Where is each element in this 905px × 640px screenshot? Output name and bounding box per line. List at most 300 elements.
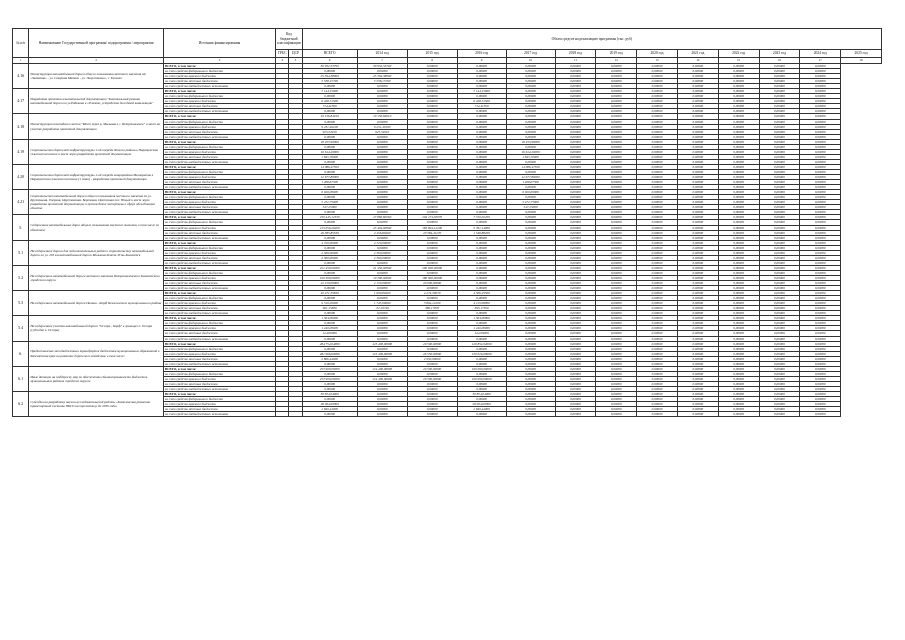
amount-cell: 0,00000 <box>357 154 407 159</box>
amount-cell: 0,00000 <box>555 114 596 119</box>
amount-cell: 0,00000 <box>759 356 800 361</box>
amount-cell: 0,00000 <box>718 326 759 331</box>
funding-source: за счет средств внебюджетных источников <box>163 311 275 316</box>
amount-cell: 0,00000 <box>800 235 841 240</box>
funding-source: за счет средств федерального бюджета <box>163 270 275 275</box>
amount-cell: 0,00000 <box>407 149 457 154</box>
amount-cell: 0,00000 <box>759 129 800 134</box>
header-column-index: 14 <box>677 58 718 64</box>
amount-cell: 0,00000 <box>506 185 555 190</box>
table-body <box>13 64 882 417</box>
amount-cell: 0,00000 <box>357 144 407 149</box>
amount-cell: 0,00000 <box>457 275 506 280</box>
amount-cell: 129 854,04000 <box>457 341 506 346</box>
amount-cell: 0,00000 <box>718 129 759 134</box>
amount-cell: 0,00000 <box>555 84 596 89</box>
item-number: 4.20 <box>13 164 29 189</box>
amount-cell: 0,00000 <box>555 270 596 275</box>
amount-cell: 4 456,80260 <box>357 230 407 235</box>
amount-cell: 0,00000 <box>407 397 457 402</box>
amount-cell: 5 472,75000 <box>302 200 357 205</box>
amount-cell: 0,00000 <box>800 99 841 104</box>
amount-cell: 0,00000 <box>596 164 637 169</box>
amount-cell: 0,00000 <box>357 84 407 89</box>
amount-cell: 0,00000 <box>759 180 800 185</box>
amount-cell: 25 394,38000 <box>357 74 407 79</box>
amount-cell: 0,00000 <box>596 210 637 215</box>
amount-cell: 0,00000 <box>637 381 678 386</box>
amount-cell: 4 720,00000 <box>357 240 407 245</box>
funding-source: за счет средств местных бюджетов <box>163 255 275 260</box>
funding-source: за счет средств краевого бюджета <box>163 225 275 230</box>
amount-cell: 0,00000 <box>357 220 407 225</box>
amount-cell: 0,00000 <box>596 407 637 412</box>
amount-cell: 0,00000 <box>800 321 841 326</box>
item-name: На содержание автомобильной дороги Палана - Корф Пенжинского муниципального района <box>29 291 164 316</box>
amount-cell: 0,00000 <box>800 250 841 255</box>
amount-cell: 0,00000 <box>407 316 457 321</box>
amount-cell: 0,00000 <box>677 265 718 270</box>
amount-cell: 0,00000 <box>555 336 596 341</box>
amount-cell: 0,00000 <box>506 240 555 245</box>
amount-cell: 0,00000 <box>677 321 718 326</box>
amount-cell: 0,00000 <box>506 306 555 311</box>
amount-cell: 0,00000 <box>637 286 678 291</box>
amount-cell: 0,00000 <box>677 281 718 286</box>
amount-cell: 0,00000 <box>759 195 800 200</box>
amount-cell: 0,00000 <box>555 245 596 250</box>
header-year: 2023 год <box>759 50 800 58</box>
amount-cell: 0,00000 <box>302 270 357 275</box>
amount-cell: 0,00000 <box>457 381 506 386</box>
amount-cell: 0,00000 <box>357 134 407 139</box>
amount-cell: 0,00000 <box>555 129 596 134</box>
amount-cell: 0,00000 <box>718 119 759 124</box>
amount-cell: 0,00000 <box>637 351 678 356</box>
amount-cell: 0,00000 <box>677 311 718 316</box>
amount-cell: 0,00000 <box>677 275 718 280</box>
amount-cell: -52,19740 <box>357 306 407 311</box>
amount-cell: 0,00000 <box>457 195 506 200</box>
amount-cell: 0,00000 <box>506 230 555 235</box>
amount-cell: 0,00000 <box>596 361 637 366</box>
amount-cell: 0,00000 <box>677 341 718 346</box>
funding-source: за счет средств краевого бюджета <box>163 74 275 79</box>
amount-cell: 0,00000 <box>407 381 457 386</box>
amount-cell: 0,00000 <box>677 180 718 185</box>
amount-cell: 0,00000 <box>800 326 841 331</box>
amount-cell: 0,00000 <box>555 381 596 386</box>
amount-cell: 0,00000 <box>718 351 759 356</box>
amount-cell: 0,00000 <box>596 99 637 104</box>
amount-cell: 0,00000 <box>457 260 506 265</box>
amount-cell: 0,00000 <box>506 84 555 89</box>
funding-source: за счет средств федерального бюджета <box>163 94 275 99</box>
amount-cell: 0,00000 <box>555 311 596 316</box>
amount-cell: 0,00000 <box>759 265 800 270</box>
header-column-index: 7 <box>357 58 407 64</box>
funding-source: за счет средств местных бюджетов <box>163 407 275 412</box>
amount-cell: 0,00000 <box>759 109 800 114</box>
amount-cell: 961,15830 <box>302 306 357 311</box>
amount-cell: 0,00000 <box>677 164 718 169</box>
header-number: № п/п <box>13 29 29 58</box>
amount-cell: 0,00000 <box>718 407 759 412</box>
amount-cell: 0,00000 <box>555 220 596 225</box>
amount-cell: 6 020,00000 <box>302 190 357 195</box>
amount-cell: 0,00000 <box>677 387 718 392</box>
item-name: Субсидии на разработку научно-исследовательской работы «Комплексная развития транспортной системы ПКГО на перспективу до 2030 года» <box>29 392 164 417</box>
amount-cell: 0,00000 <box>718 331 759 336</box>
header-grbs: ГРБС <box>276 50 289 58</box>
amount-cell: 0,00000 <box>407 164 457 169</box>
amount-cell: 0,00000 <box>555 376 596 381</box>
amount-cell: 0,00000 <box>457 175 506 180</box>
funding-source: за счет средств краевого бюджета <box>163 124 275 129</box>
item-name: Содержание автомобильных дорог общего пользования местного значения, в том числе по объектам: <box>29 215 164 240</box>
amount-cell: 0,00000 <box>677 149 718 154</box>
item-number: 5.2 <box>13 265 29 290</box>
amount-cell: 0,00000 <box>800 205 841 210</box>
amount-cell: 0,00000 <box>596 366 637 371</box>
funding-source: за счет средств внебюджетных источников <box>163 159 275 164</box>
amount-cell: 0,00000 <box>759 119 800 124</box>
amount-cell: 10 471,35830 <box>302 291 357 296</box>
amount-cell: 0,00000 <box>718 69 759 74</box>
item-number: 4.21 <box>13 190 29 215</box>
amount-cell: 0,00000 <box>357 361 407 366</box>
funding-source: за счет средств краевого бюджета <box>163 175 275 180</box>
funding-source: за счет средств внебюджетных источников <box>163 412 275 417</box>
amount-cell: 0,00000 <box>555 402 596 407</box>
amount-cell: 0,00000 <box>718 109 759 114</box>
amount-cell: 0,00000 <box>637 89 678 94</box>
amount-cell: 0,00000 <box>555 230 596 235</box>
amount-cell: 23 404,00000 <box>357 225 407 230</box>
amount-cell: 0,00000 <box>637 275 678 280</box>
item-number: 4.17 <box>13 89 29 114</box>
amount-cell: 0,00000 <box>677 331 718 336</box>
amount-cell: 0,00000 <box>718 316 759 321</box>
amount-cell: 1 408,67500 <box>506 180 555 185</box>
item-name: На содержание дороги для подготовительных работ к строительству автомобильной дороги по ул. 295 км автомобильной дороги Мильково-Ключи-Усть-Камчатск <box>29 240 164 265</box>
amount-cell: 0,00000 <box>457 371 506 376</box>
amount-cell: 5 538,15790 <box>302 79 357 84</box>
amount-cell: 0,00000 <box>407 286 457 291</box>
amount-cell: 0,00000 <box>637 270 678 275</box>
amount-cell: 714,41500 <box>302 104 357 109</box>
amount-cell: 0,00000 <box>357 387 407 392</box>
amount-cell: 0,00000 <box>555 306 596 311</box>
amount-cell: 0,00000 <box>637 250 678 255</box>
amount-cell: 0,00000 <box>718 376 759 381</box>
amount-cell: 0,00000 <box>407 311 457 316</box>
item-number: 5. <box>13 215 29 240</box>
funding-source: за счет средств краевого бюджета <box>163 376 275 381</box>
amount-cell: 0,00000 <box>555 89 596 94</box>
amount-cell: 0,00000 <box>555 94 596 99</box>
amount-cell: 0,00000 <box>800 275 841 280</box>
amount-cell: 0,00000 <box>407 402 457 407</box>
amount-cell: 0,00000 <box>506 371 555 376</box>
amount-cell: 0,00000 <box>596 402 637 407</box>
amount-cell: 0,00000 <box>506 94 555 99</box>
amount-cell: 0,00000 <box>357 397 407 402</box>
amount-cell: 0,00000 <box>637 225 678 230</box>
amount-cell: 0,00000 <box>677 159 718 164</box>
amount-cell: 0,00000 <box>637 402 678 407</box>
amount-cell: 0,00000 <box>677 245 718 250</box>
amount-cell: 0,00000 <box>637 79 678 84</box>
amount-cell: 0,00000 <box>555 412 596 417</box>
funding-source: за счет средств внебюджетных источников <box>163 210 275 215</box>
amount-cell: 0,00000 <box>759 351 800 356</box>
amount-cell: 9 510,20000 <box>302 301 357 306</box>
amount-cell: 0,00000 <box>457 124 506 129</box>
amount-cell: 0,00000 <box>457 185 506 190</box>
amount-cell: 0,00000 <box>506 255 555 260</box>
amount-cell: 0,00000 <box>800 89 841 94</box>
amount-cell: 0,00000 <box>759 154 800 159</box>
amount-cell: 0,00000 <box>506 210 555 215</box>
amount-cell: 0,00000 <box>302 245 357 250</box>
amount-cell: 0,00000 <box>555 124 596 129</box>
amount-cell: 0,00000 <box>596 79 637 84</box>
amount-cell: 0,00000 <box>596 74 637 79</box>
amount-cell: 0,00000 <box>637 109 678 114</box>
header-year: 2022 год <box>718 50 759 58</box>
amount-cell: 0,00000 <box>457 164 506 169</box>
amount-cell: 0,00000 <box>759 169 800 174</box>
funding-source: за счет средств внебюджетных источников <box>163 235 275 240</box>
amount-cell: 0,00000 <box>596 301 637 306</box>
amount-cell: 0,00000 <box>357 185 407 190</box>
amount-cell: 0,00000 <box>555 296 596 301</box>
amount-cell: 0,00000 <box>800 119 841 124</box>
funding-source: ВСЕГО, в том числе: <box>163 89 275 94</box>
amount-cell: 29 500,00000 <box>407 376 457 381</box>
amount-cell: 0,00000 <box>407 235 457 240</box>
amount-cell: 4 506,25500 <box>457 291 506 296</box>
amount-cell: 0,00000 <box>677 195 718 200</box>
amount-cell: 0,00000 <box>596 200 637 205</box>
amount-cell: 0,00000 <box>800 225 841 230</box>
amount-cell: 0,00000 <box>357 371 407 376</box>
amount-cell: 0,00000 <box>759 64 800 69</box>
amount-cell: 0,00000 <box>596 139 637 144</box>
amount-cell: 0,00000 <box>457 255 506 260</box>
amount-cell: 0,00000 <box>596 311 637 316</box>
amount-cell: 0,00000 <box>407 200 457 205</box>
amount-cell: 0,00000 <box>506 296 555 301</box>
amount-cell: 0,00000 <box>555 240 596 245</box>
amount-cell: 0,00000 <box>506 245 555 250</box>
amount-cell: 5 472,75000 <box>506 200 555 205</box>
amount-cell: 0,00000 <box>357 109 407 114</box>
amount-cell: 0,00000 <box>637 356 678 361</box>
amount-cell: 0,00000 <box>759 245 800 250</box>
funding-source: за счет средств местных бюджетов <box>163 180 275 185</box>
amount-cell: 0,00000 <box>759 220 800 225</box>
amount-cell: 0,00000 <box>637 169 678 174</box>
amount-cell: 0,00000 <box>637 376 678 381</box>
amount-cell: 0,00000 <box>800 281 841 286</box>
amount-cell: 0,00000 <box>555 265 596 270</box>
amount-cell: 0,00000 <box>506 346 555 351</box>
amount-cell: 0,00000 <box>506 336 555 341</box>
funding-source: за счет средств краевого бюджета <box>163 351 275 356</box>
amount-cell: 0,00000 <box>759 99 800 104</box>
amount-cell: 0,00000 <box>596 245 637 250</box>
amount-cell: 0,00000 <box>596 397 637 402</box>
amount-cell: 0,00000 <box>407 94 457 99</box>
amount-cell: 0,00000 <box>596 89 637 94</box>
amount-cell: 0,00000 <box>302 412 357 417</box>
amount-cell: 0,00000 <box>800 361 841 366</box>
amount-cell: 0,00000 <box>357 381 407 386</box>
amount-cell: 0,00000 <box>637 159 678 164</box>
amount-cell: 0,00000 <box>357 260 407 265</box>
header-column-index: 4 <box>276 58 289 64</box>
amount-cell: 0,00000 <box>596 220 637 225</box>
amount-cell: 0,00000 <box>357 311 407 316</box>
amount-cell: 6 428,71500 <box>457 99 506 104</box>
item-name: Разработка проектно-изыскательской документации "Капитальный ремонт автомобильной дороги по ул.Рябикова в г.Елизово, устройство дождевой канализации" <box>29 89 164 114</box>
funding-source: за счет средств краевого бюджета <box>163 250 275 255</box>
amount-cell: 0,00000 <box>506 124 555 129</box>
funding-source: ВСЕГО, в том числе: <box>163 215 275 220</box>
amount-cell: 0,00000 <box>407 195 457 200</box>
funding-source: за счет средств краевого бюджета <box>163 402 275 407</box>
amount-cell: 0,00000 <box>800 124 841 129</box>
amount-cell: 29 500,00000 <box>407 366 457 371</box>
amount-cell: 0,00000 <box>506 286 555 291</box>
amount-cell: 0,00000 <box>596 286 637 291</box>
amount-cell: 0,00000 <box>637 230 678 235</box>
amount-cell: 0,00000 <box>457 129 506 134</box>
amount-cell: 0,00000 <box>800 402 841 407</box>
amount-cell: 0,00000 <box>457 169 506 174</box>
amount-cell: 0,00000 <box>506 387 555 392</box>
amount-cell: 0,00000 <box>596 265 637 270</box>
amount-cell: 0,00000 <box>357 346 407 351</box>
amount-cell: 0,00000 <box>357 392 407 397</box>
amount-cell: 5 761,14000 <box>457 225 506 230</box>
funding-source: за счет средств федерального бюджета <box>163 371 275 376</box>
amount-cell: 0,00000 <box>302 336 357 341</box>
amount-cell: 0,00000 <box>302 159 357 164</box>
amount-cell: 0,00000 <box>677 402 718 407</box>
amount-cell: 0,00000 <box>555 321 596 326</box>
amount-cell: 0,00000 <box>506 235 555 240</box>
amount-cell: 0,00000 <box>718 230 759 235</box>
amount-cell: 29 500,00000 <box>407 341 457 346</box>
funding-source: за счет средств местных бюджетов <box>163 306 275 311</box>
amount-cell: 0,00000 <box>677 205 718 210</box>
funding-source: за счет средств местных бюджетов <box>163 331 275 336</box>
amount-cell: 0,00000 <box>759 306 800 311</box>
amount-cell: 0,00000 <box>759 215 800 220</box>
amount-cell: 0,00000 <box>800 376 841 381</box>
amount-cell: 0,00000 <box>357 270 407 275</box>
amount-cell: 0,00000 <box>637 215 678 220</box>
amount-cell: 0,00000 <box>506 169 555 174</box>
amount-cell: 0,00000 <box>457 200 506 205</box>
amount-cell: 0,00000 <box>637 361 678 366</box>
funding-source: за счет средств федерального бюджета <box>163 220 275 225</box>
amount-cell: 0,00000 <box>506 376 555 381</box>
amount-cell: 0,00000 <box>506 331 555 336</box>
item-name: Строительство автомобильной дороги общего пользования местного значения по ул. Крутенькая, Озерная, Царственная, Березовая, Цветочная пос. Новый и мост через разработка проектной документации и прохождение экспертизы в сфере обследования объекта <box>29 190 164 215</box>
amount-cell: 9 231,49100 <box>357 124 407 129</box>
funding-source: за счет средств краевого бюджета <box>163 275 275 280</box>
amount-cell: 0,00000 <box>302 109 357 114</box>
amount-cell: 0,00000 <box>718 175 759 180</box>
amount-cell: 0,00000 <box>457 361 506 366</box>
amount-cell: 0,00000 <box>407 346 457 351</box>
amount-cell: 7 144,15000 <box>302 89 357 94</box>
amount-cell: 0,00000 <box>759 144 800 149</box>
amount-cell: 0,00000 <box>555 281 596 286</box>
amount-cell: 0,00000 <box>637 99 678 104</box>
header-column-index: 12 <box>596 58 637 64</box>
header-volume: Объем средств на реализацию программы (тыс. руб) <box>302 29 881 50</box>
amount-cell: 14 086,47500 <box>302 164 357 169</box>
amount-cell: 25 394,38000 <box>302 74 357 79</box>
amount-cell: 0,00000 <box>800 69 841 74</box>
amount-cell: 0,00000 <box>677 139 718 144</box>
amount-cell: 0,00000 <box>407 64 457 69</box>
amount-cell: 0,00000 <box>407 392 457 397</box>
amount-cell: 0,00000 <box>457 397 506 402</box>
amount-cell: 0,00000 <box>759 94 800 99</box>
amount-cell: 0,00000 <box>555 387 596 392</box>
amount-cell: 0,00000 <box>677 154 718 159</box>
amount-cell: 0,00000 <box>759 392 800 397</box>
amount-cell: 0,00000 <box>596 109 637 114</box>
amount-cell: 0,00000 <box>637 149 678 154</box>
amount-cell: 0,00000 <box>759 255 800 260</box>
amount-cell: 0,00000 <box>759 326 800 331</box>
amount-cell: 0,00000 <box>718 245 759 250</box>
amount-cell: 1 743,00000 <box>357 301 407 306</box>
amount-cell: 0,00000 <box>407 124 457 129</box>
amount-cell: 0,00000 <box>555 301 596 306</box>
amount-cell: 0,00000 <box>457 321 506 326</box>
amount-cell: 0,00000 <box>677 185 718 190</box>
amount-cell: 0,00000 <box>555 275 596 280</box>
amount-cell: 0,00000 <box>718 366 759 371</box>
funding-source: ВСЕГО, в том числе: <box>163 114 275 119</box>
amount-cell: 0,00000 <box>555 164 596 169</box>
amount-cell: 9 231,49100 <box>302 124 357 129</box>
amount-cell: 0,00000 <box>357 402 407 407</box>
amount-cell: 0,00000 <box>677 215 718 220</box>
amount-cell: 0,00000 <box>506 195 555 200</box>
amount-cell: 0,00000 <box>457 149 506 154</box>
amount-cell: 547,25000 <box>302 205 357 210</box>
amount-cell: 0,00000 <box>677 190 718 195</box>
amount-cell: 0,00000 <box>759 260 800 265</box>
amount-cell: 0,00000 <box>596 351 637 356</box>
amount-cell: 0,00000 <box>457 387 506 392</box>
page-mark <box>868 66 874 70</box>
amount-cell: 0,00000 <box>800 215 841 220</box>
amount-cell: 0,00000 <box>555 159 596 164</box>
funding-source: ВСЕГО, в том числе: <box>163 139 275 144</box>
amount-cell: 18 453,99000 <box>506 139 555 144</box>
amount-cell: 28 004,60000 <box>457 402 506 407</box>
